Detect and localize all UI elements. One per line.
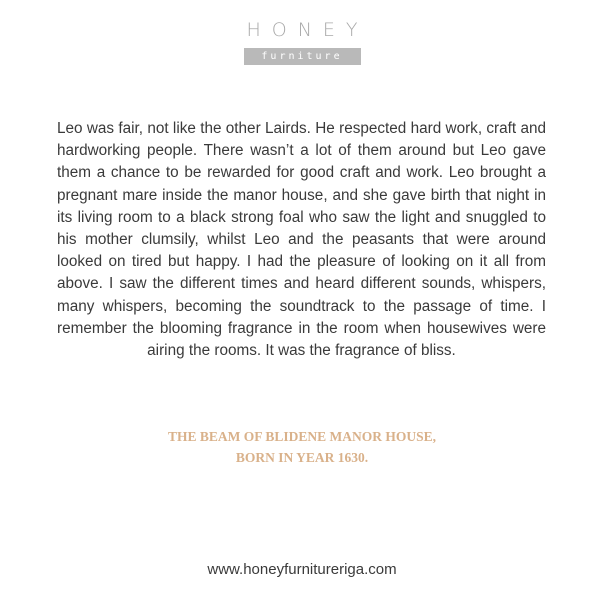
story-caption <box>0 426 604 468</box>
caption-line-2: BORN IN YEAR 1630. <box>235 450 369 465</box>
logo-tagline: furniture <box>244 48 361 65</box>
story-paragraph: Leo was fair, not like the other Lairds. He respected hard work, craft and hardworking people. There wasn’t a lot of them around but Leo gave them a chance to be rewarded for good craft and work. Leo brought a pregnant mare inside the manor house, and she gave birth that night in its living room to a black strong foal who saw the light and snuggled to his mother clumsily, whilst Leo and the peasants that were around looked on tired but happy. I had the pleasure of looking on it all from above. I saw the different times and heard different sounds, whispers, many whispers, becoming the soundtrack to the passage of time. I remember the blooming fragrance in the room when housewives were airing the rooms. It was the fragrance of bliss. <box>57 120 546 360</box>
brand-logo <box>0 18 604 65</box>
logo-brand-name: HONEY <box>246 19 369 41</box>
caption-line-1: THE BEAM OF BLIDENE MANOR HOUSE, <box>167 429 437 444</box>
website-link[interactable]: www.honeyfurnitureriga.com <box>207 561 397 578</box>
